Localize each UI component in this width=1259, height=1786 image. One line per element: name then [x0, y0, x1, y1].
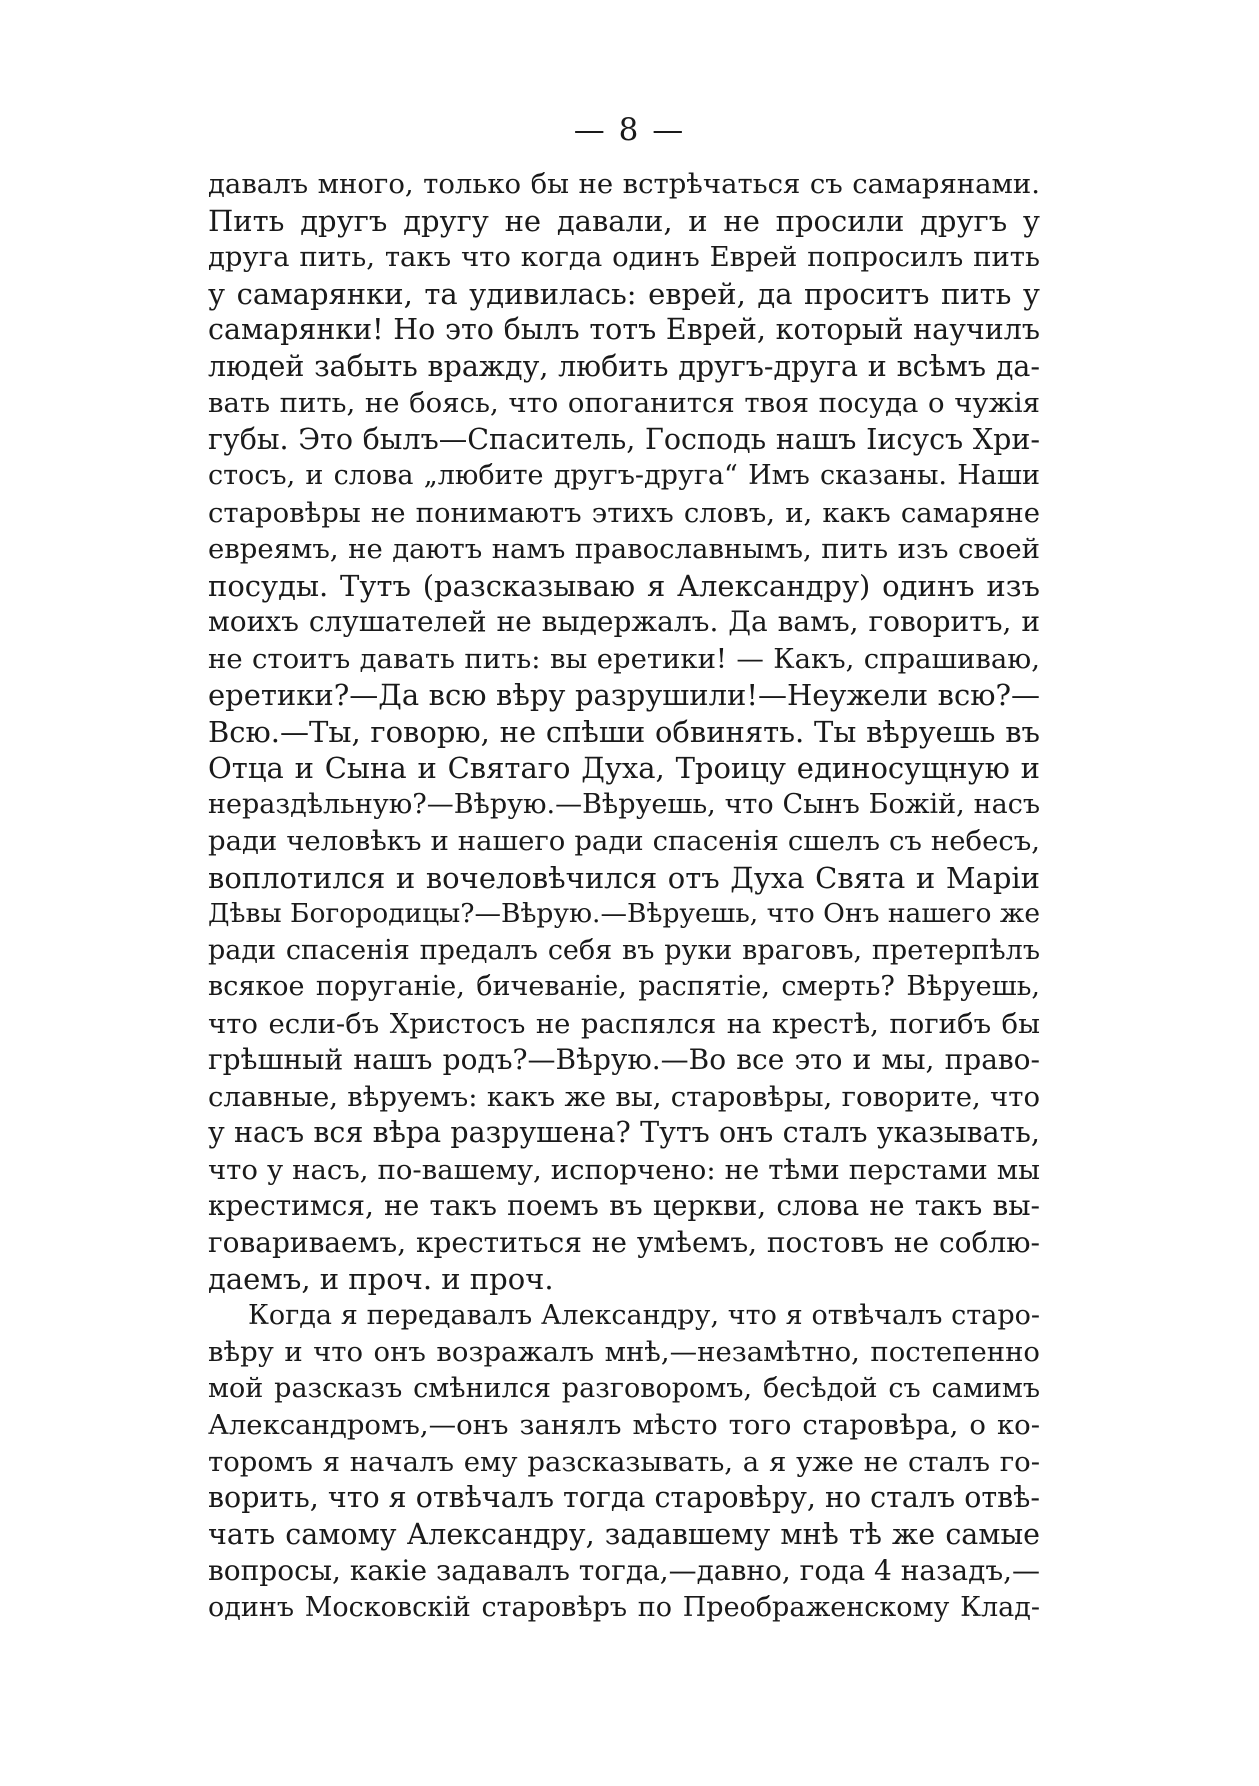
text-line: Александромъ,—онъ занялъ мѣсто того старовѣра, о ко-	[208, 1409, 1040, 1441]
text-line: даемъ, и проч. и проч.	[208, 1262, 554, 1296]
text-line: Пить другъ другу не давали, и не просили другъ у	[208, 203, 1040, 238]
text-line: всякое поруганіе, бичеваніе, распятіе, смерть? Вѣруешь,	[208, 971, 1040, 1002]
text-line: чать самому Александру, задавшему мнѣ тѣ же самые	[208, 1517, 1040, 1551]
text-line: ради человѣкъ и нашего ради спасенія сшелъ съ небесъ,	[208, 825, 1040, 857]
text-line: стосъ, и слова „любите другъ-друга“ Имъ сказаны. Наши	[208, 460, 1040, 491]
text-line: людей забыть вражду, любить другъ-друга и всѣмъ да-	[208, 349, 1040, 383]
text-line: не стоитъ давать пить: вы еретики! — Какъ, спрашиваю,	[208, 642, 1040, 675]
text-line: что если-бъ Христосъ не распялся на крестѣ, погибъ бы	[208, 1007, 1040, 1040]
text-line: вѣру и что онъ возражалъ мнѣ,—незамѣтно, постепенно	[208, 1336, 1040, 1368]
text-line: у насъ вся вѣра разрушена? Тутъ онъ сталъ указывать,	[208, 1116, 1040, 1149]
text-line: крестимся, не такъ поемъ въ церкви, слова не такъ вы-	[208, 1189, 1040, 1222]
text-line: говариваемъ, креститься не умѣемъ, постовъ не соблю-	[208, 1225, 1040, 1259]
page-number: — 8 —	[573, 112, 686, 148]
text-line: одинъ Московскій старовѣръ по Преображенскому Клад-	[208, 1591, 1040, 1623]
text-line: губы. Это былъ—Спаситель, Господь нашъ Іисусъ Хри-	[208, 422, 1040, 456]
body-text	[208, 166, 1040, 1626]
text-line: торомъ я началъ ему разсказывать, а я уже не сталъ го-	[208, 1445, 1040, 1478]
text-line: самарянки! Но это былъ тотъ Еврей, который научилъ	[208, 313, 1040, 346]
paragraph-1	[208, 166, 1040, 1298]
text-line: грѣшный нашъ родъ?—Вѣрую.—Во все это и мы, право-	[208, 1043, 1040, 1076]
text-line: посуды. Тутъ (разсказываю я Александру) одинъ изъ	[208, 568, 1040, 603]
text-line: ворить, что я отвѣчалъ тогда старовѣру, но сталъ отвѣ-	[208, 1481, 1040, 1514]
text-line: Когда я передавалъ Александру, что я отвѣчалъ старо-	[248, 1299, 1040, 1331]
text-line: что у насъ, по-вашему, испорчено: не тѣми перстами мы	[208, 1153, 1040, 1186]
text-line: вать пить, не боясь, что опоганится твоя посуда о чужія	[208, 387, 1040, 419]
text-line: воплотился и вочеловѣчился отъ Духа Свята и Маріи	[208, 860, 1040, 895]
text-line: Всю.—Ты, говорю, не спѣши обвинять. Ты вѣруешь въ	[208, 714, 1040, 749]
text-line: давалъ много, только бы не встрѣчаться съ самарянами.	[208, 168, 1040, 200]
text-line: вопросы, какіе задавалъ тогда,—давно, года 4 назадъ,—	[208, 1554, 1040, 1587]
text-line: Дѣвы Богородицы?—Вѣрую.—Вѣруешь, что Онъ нашего же	[208, 898, 1040, 929]
text-line: у самарянки, та удивилась: еврей, да проситъ пить у	[208, 276, 1040, 311]
paragraph-2	[208, 1298, 1040, 1627]
text-line: славные, вѣруемъ: какъ же вы, старовѣры, говорите, что	[208, 1080, 1040, 1113]
text-line: моихъ слушателей не выдержалъ. Да вамъ, говоритъ, и	[208, 605, 1040, 638]
text-line: друга пить, такъ что когда одинъ Еврей попросилъ пить	[208, 241, 1040, 273]
text-line: нераздѣльную?—Вѣрую.—Вѣруешь, что Сынъ Божій, насъ	[208, 788, 1040, 820]
text-line: мой разсказъ смѣнился разговоромъ, бесѣдой съ самимъ	[208, 1372, 1040, 1404]
text-line: евреямъ, не даютъ намъ православнымъ, пить изъ своей	[208, 533, 1040, 565]
text-line: старовѣры не понимаютъ этихъ словъ, и, какъ самаряне	[208, 496, 1040, 529]
text-line: еретики?—Да всю вѣру разрушили!—Неужели всю?—	[208, 678, 1040, 712]
text-line: Отца и Сына и Святаго Духа, Троицу единосущную и	[208, 751, 1040, 785]
text-line: ради спасенія предалъ себя въ руки враговъ, претерпѣлъ	[208, 934, 1040, 966]
